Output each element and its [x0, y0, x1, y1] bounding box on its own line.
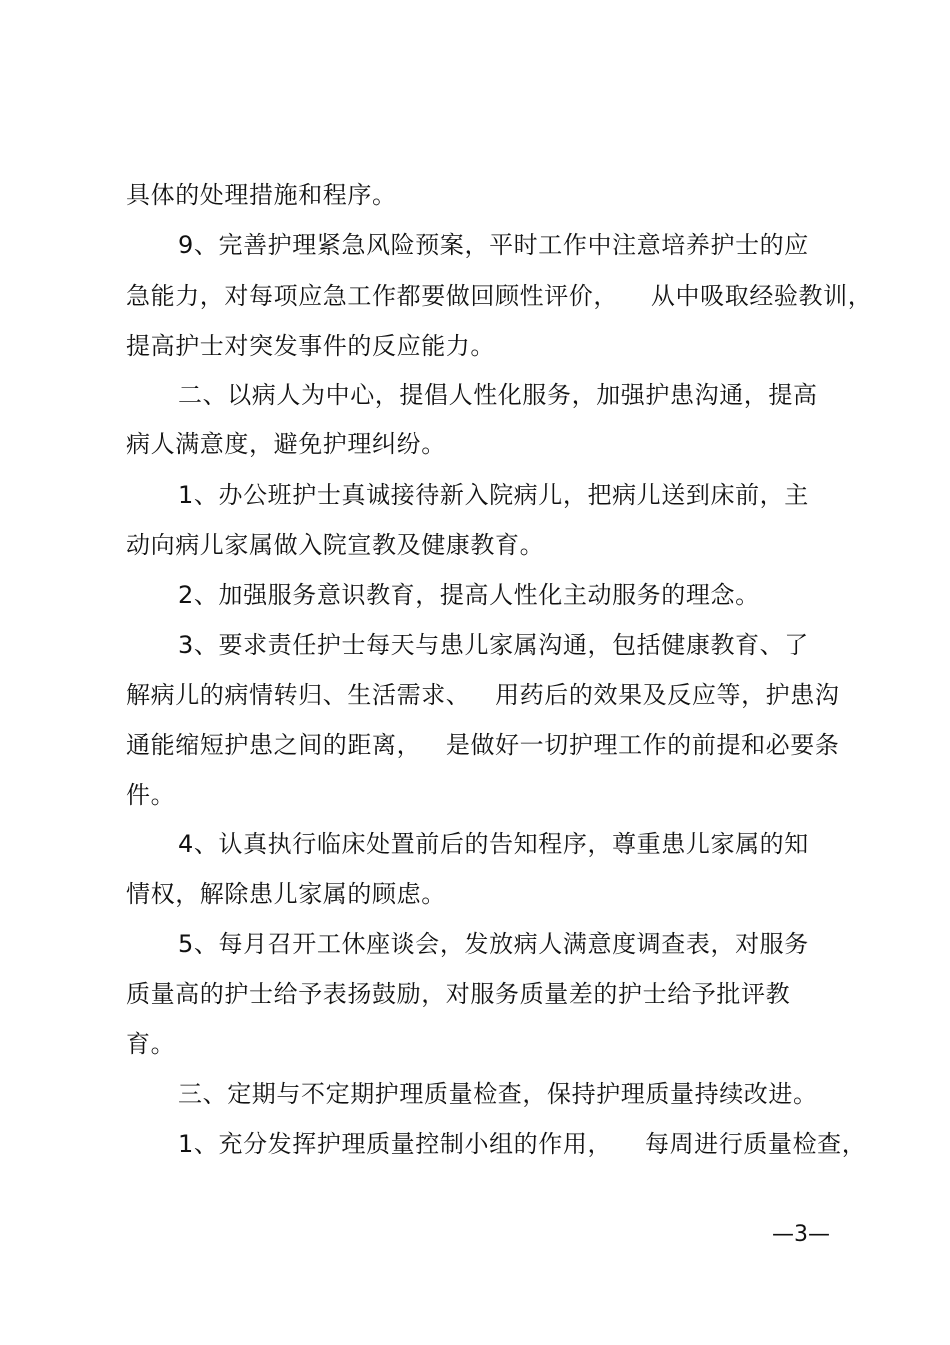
- text-line: 育。: [126, 1030, 176, 1058]
- text-line: 9、完善护理紧急风险预案，平时工作中注意培养护士的应: [178, 231, 809, 259]
- text-line: 具体的处理措施和程序。: [126, 181, 397, 209]
- text-line: 解病儿的病情转归、生活需求、 用药后的效果及反应等，护患沟: [126, 681, 840, 709]
- text-line: 4、认真执行临床处置前后的告知程序，尊重患儿家属的知: [178, 830, 809, 858]
- text-line: 三、定期与不定期护理质量检查，保持护理质量持续改进。: [178, 1080, 818, 1108]
- text-line: 情权，解除患儿家属的顾虑。: [126, 880, 446, 908]
- text-line: 2、加强服务意识教育，提高人性化主动服务的理念。: [178, 581, 760, 609]
- text-line: 1、办公班护士真诚接待新入院病儿，把病儿送到床前，主: [178, 481, 809, 509]
- text-line: 3、要求责任护士每天与患儿家属沟通，包括健康教育、了: [178, 631, 809, 659]
- text-line: 急能力，对每项应急工作都要做回顾性评价， 从中吸取经验教训，: [126, 282, 873, 310]
- text-line: 动向病儿家属做入院宣教及健康教育。: [126, 531, 545, 559]
- text-line: 病人满意度，避免护理纠纷。: [126, 430, 446, 458]
- text-line: 提高护士对突发事件的反应能力。: [126, 332, 495, 360]
- text-line: 1、充分发挥护理质量控制小组的作用， 每周进行质量检查，: [178, 1130, 867, 1158]
- text-line: 通能缩短护患之间的距离， 是做好一切护理工作的前提和必要条: [126, 731, 840, 759]
- text-line: 件。: [126, 781, 176, 809]
- text-line: 质量高的护士给予表扬鼓励，对服务质量差的护士给予批评教: [126, 980, 791, 1008]
- text-line: 5、每月召开工休座谈会，发放病人满意度调查表，对服务: [178, 930, 809, 958]
- text-line: 二、以病人为中心，提倡人性化服务，加强护患沟通，提高: [178, 381, 818, 409]
- page-number: —3—: [772, 1222, 830, 1247]
